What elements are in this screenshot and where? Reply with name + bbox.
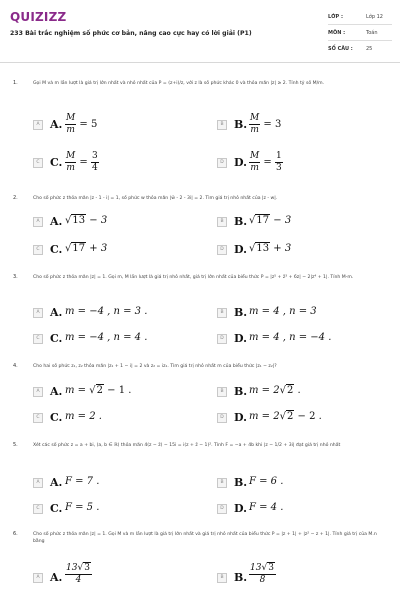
fraction <box>65 114 76 135</box>
fraction <box>249 114 260 135</box>
sqrt-radicand: 2 <box>96 385 103 396</box>
option-answer: √17 + 3 <box>65 243 108 254</box>
sqrt-radicand: 13 <box>72 215 86 226</box>
option-label: A. <box>50 385 63 398</box>
answer-pre: m = 2 <box>249 385 280 396</box>
question-text: Cho hai số phức z₁, z₂ thỏa mãn |z₁ + 1 − i| = 2 và z₂ = iz₁. Tìm giá trị nhỏ nhất m của biểu thức |z₁ − z₂|? <box>33 364 277 369</box>
option-box[interactable]: D <box>217 245 227 255</box>
option-box[interactable]: C <box>33 413 43 423</box>
question-number: 2. <box>13 195 18 201</box>
option-label: C. <box>50 156 63 169</box>
sqrt-radicand: 17 <box>72 243 86 254</box>
fraction-num: M <box>250 151 260 161</box>
option-label: B. <box>234 476 248 489</box>
option-label: D. <box>234 156 247 169</box>
answer-rest: = <box>76 157 91 168</box>
answer-rest: − 2 . <box>294 411 322 422</box>
option-answer: F = 5 . <box>65 502 100 513</box>
option-label: C. <box>50 411 63 424</box>
option-answer: m = 2 . <box>65 411 102 422</box>
sqrt-radicand: 2 <box>286 385 294 396</box>
fraction-den: 4 <box>75 575 82 585</box>
fraction-den: 4 <box>91 163 98 173</box>
option-box[interactable]: B <box>217 478 227 488</box>
option-label: D. <box>234 243 247 256</box>
page-title: 233 Bài trắc nghiệm số phức cơ bản, nâng cao cực hay có lời giải (P1) <box>10 30 252 37</box>
sqrt-radicand: 3 <box>268 563 274 573</box>
fraction-den: m <box>250 125 259 135</box>
option-label: A. <box>50 215 63 228</box>
quizizz-logo: QUIZIZZ <box>10 10 67 24</box>
answer-rest: = <box>260 157 275 168</box>
option-box[interactable]: B <box>217 120 227 130</box>
meta-class-value: Lớp 12 <box>366 14 383 20</box>
fraction-num: M <box>250 113 260 123</box>
option-answer: m = 2√2 . <box>249 385 301 396</box>
option-answer: √17 − 3 <box>249 215 292 226</box>
fraction-num: 1 <box>275 151 282 161</box>
option-answer: F = 4 . <box>249 502 284 513</box>
fraction <box>275 152 283 173</box>
num-coef: 13 <box>250 563 262 573</box>
option-label: D. <box>234 411 247 424</box>
fraction-den: 3 <box>275 163 282 173</box>
option-box[interactable]: A <box>33 308 43 318</box>
option-label: C. <box>50 243 63 256</box>
header-divider <box>0 62 400 63</box>
option-answer: √13 − 3 <box>65 215 108 226</box>
option-box[interactable]: A <box>33 478 43 488</box>
option-label: D. <box>234 502 247 515</box>
option-box[interactable]: A <box>33 387 43 397</box>
num-coef: 13 <box>66 563 78 573</box>
question-number: 6. <box>13 531 18 537</box>
meta-subject-value: Toán <box>366 30 378 36</box>
option-answer: m = 4 , n = −4 . <box>249 332 332 343</box>
option-answer: m = −4 , n = 3 . <box>65 306 148 317</box>
question-text: Gọi M và m lần lượt là giá trị lớn nhất và nhỏ nhất của P = (z+i)/z, với z là số phức khác 0 và thỏa mãn |z| ≥ 2. Tính tỷ số M/m. <box>33 81 325 86</box>
answer-rest: = 3 <box>260 119 282 130</box>
option-box[interactable]: B <box>217 308 227 318</box>
option-label: A. <box>50 306 63 319</box>
fraction <box>65 152 76 173</box>
meta-count-key: SỐ CÂU : <box>328 46 353 52</box>
page-header <box>0 0 400 62</box>
option-answer <box>249 152 283 173</box>
question-text: Xét các số phức z = a + bi, (a, b ∈ ℝ) thỏa mãn 4(z − z̄) − 15i = i(z + z̄ − 1)². Tính F = −a + 4b khi |z − 1/2 + 3i| đạt giá trị nhỏ nhất <box>33 443 341 448</box>
fraction <box>65 564 92 585</box>
answer-rest: = 5 <box>76 119 98 130</box>
option-box[interactable]: B <box>217 573 227 583</box>
option-box[interactable]: D <box>217 413 227 423</box>
option-answer: F = 6 . <box>249 476 284 487</box>
option-box[interactable]: A <box>33 120 43 130</box>
option-label: B. <box>234 215 248 228</box>
question-number: 5. <box>13 442 18 448</box>
option-label: A. <box>50 118 63 131</box>
option-box[interactable]: D <box>217 334 227 344</box>
option-label: A. <box>50 476 63 489</box>
meta-class-key: LỚP : <box>328 14 343 20</box>
answer-rest: − 3 <box>86 215 108 226</box>
option-box[interactable]: C <box>33 504 43 514</box>
fraction-num: 3 <box>91 151 98 161</box>
option-label: C. <box>50 502 63 515</box>
option-box[interactable]: D <box>217 504 227 514</box>
sqrt-radicand: 2 <box>286 411 294 422</box>
answer-rest: + 3 <box>86 243 108 254</box>
question-number: 4. <box>13 363 18 369</box>
option-label: B. <box>234 118 248 131</box>
option-answer: m = 4 , n = 3 <box>249 306 317 317</box>
option-box[interactable]: A <box>33 217 43 227</box>
answer-rest: + 3 <box>270 243 292 254</box>
sqrt-radicand: 3 <box>84 563 90 573</box>
fraction <box>249 564 276 585</box>
question-text: Cho số phức z thỏa mãn |z - 1 - i| = 1, số phức w thỏa mãn |w̄ - 2 - 3i| = 2. Tìm giá trị nhỏ nhất của |z - w|. <box>33 196 278 201</box>
meta-count-value: 25 <box>366 46 373 52</box>
option-answer: √13 + 3 <box>249 243 292 254</box>
divider <box>328 40 392 41</box>
fraction-num: M <box>66 113 76 123</box>
option-label: B. <box>234 385 248 398</box>
fraction-den: m <box>66 125 75 135</box>
sqrt-radicand: 13 <box>256 243 270 254</box>
option-box[interactable]: C <box>33 158 43 168</box>
option-answer <box>65 152 99 173</box>
question-text: Cho số phức z thỏa mãn |z| = 1. Gọi m, M lần lượt là giá trị nhỏ nhất, giá trị lớn nhất của biểu thức P = |z⁵ + z̄³ + 6z| − 2|z⁴ + 1|. Tính M-m. <box>33 275 354 280</box>
option-box[interactable]: C <box>33 334 43 344</box>
fraction-num: 13√3 <box>250 563 274 573</box>
option-answer <box>65 114 97 135</box>
option-answer: m = 2√2 − 2 . <box>249 411 322 422</box>
option-answer: m = √2 − 1 . <box>65 385 132 396</box>
option-box[interactable]: B <box>217 217 227 227</box>
fraction <box>91 152 99 173</box>
fraction <box>249 152 260 173</box>
sqrt-radicand: 17 <box>256 215 270 226</box>
option-answer <box>249 564 276 585</box>
option-box[interactable]: C <box>33 245 43 255</box>
question-text: Cho số phức z thỏa mãn |z| = 1. Gọi M và m lần lượt là giá trị lớn nhất và giá trị nhỏ nhất của biểu thức P = |z + 1| + |z² − z + 1|. Tính giá trị của M.n bằng <box>33 532 377 545</box>
option-answer: F = 7 . <box>65 476 100 487</box>
option-answer: m = −4 , n = 4 . <box>65 332 148 343</box>
option-box[interactable]: B <box>217 387 227 397</box>
answer-rest: − 3 <box>270 215 292 226</box>
option-label: B. <box>234 306 248 319</box>
option-box[interactable]: A <box>33 573 43 583</box>
option-label: A. <box>50 571 63 584</box>
fraction-num: 13√3 <box>66 563 90 573</box>
answer-rest: − 1 . <box>103 385 132 396</box>
fraction-den: 8 <box>259 575 266 585</box>
answer-pre: m = 2 <box>249 411 280 422</box>
answer-pre: m = <box>65 385 90 396</box>
question-number: 3. <box>13 274 18 280</box>
option-label: B. <box>234 571 248 584</box>
meta-subject-key: MÔN : <box>328 30 346 36</box>
fraction-den: m <box>66 163 75 173</box>
option-answer <box>249 114 281 135</box>
option-box[interactable]: D <box>217 158 227 168</box>
fraction-den: m <box>250 163 259 173</box>
fraction-num: M <box>66 151 76 161</box>
option-answer <box>65 564 92 585</box>
answer-rest: . <box>294 385 301 396</box>
option-label: C. <box>50 332 63 345</box>
question-number: 1. <box>13 80 18 86</box>
divider <box>328 24 392 25</box>
option-label: D. <box>234 332 247 345</box>
